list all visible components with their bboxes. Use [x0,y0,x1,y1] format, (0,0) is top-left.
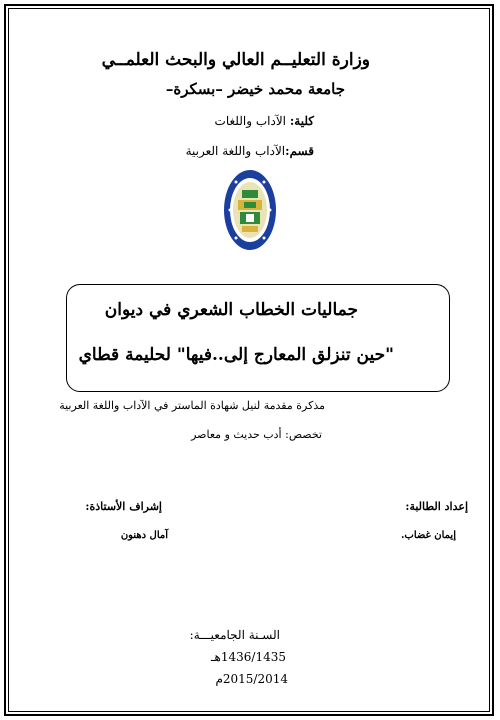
ministry-name: وزارة التعليــم العالي والبحث العلمــي [101,50,370,70]
supervisor-name: آمال دهنون [120,530,168,541]
memo-purpose: مذكرة مقدمة لنيل شهادة الماستر في الآداب واللغة العربية [59,399,325,412]
supervisor-label: إشراف الأستاذة: [85,500,162,513]
university-name: جامعة محمد خيضر –بسكرة– [165,80,345,98]
department-value: الآداب واللغة العربية [185,144,286,158]
faculty-line [215,114,314,128]
department-line [186,144,314,158]
faculty-value: الآداب واللغات [214,114,290,128]
student-name: إيمان غضاب. [400,530,456,541]
student-label: إعداد الطالبة: [405,500,468,513]
academic-year-hijri: 1436/1435هـ [211,650,286,664]
thesis-title-line-1: جماليات الخطاب الشعري في ديوان [104,300,358,320]
department-label: قسم: [285,144,314,158]
university-emblem-icon [222,168,278,252]
thesis-title-line-2: "حين تنزلق المعارج إلى..فيها" لحليمة قطاي [78,345,394,365]
academic-year-label: السـنة الجامعيـــة: [189,628,280,642]
specialization: تخصص: أدب حديث و معاصر [191,428,322,441]
academic-year-gregorian: 2015/2014م [215,672,288,686]
faculty-label: كلية: [289,114,314,128]
